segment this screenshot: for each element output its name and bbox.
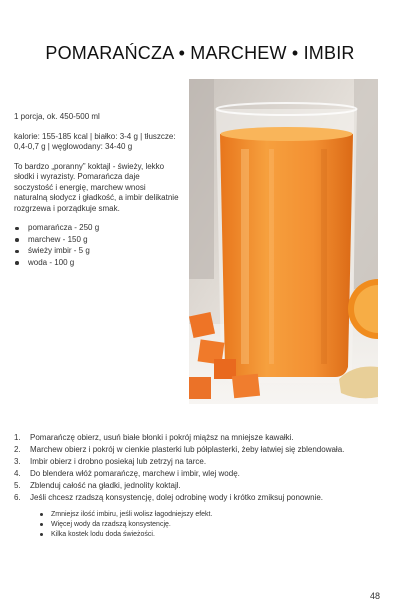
step-number: 5. bbox=[14, 481, 21, 490]
page-number: 48 bbox=[369, 591, 380, 601]
tip-item: Więcej wody da rzadszą konsystencję. bbox=[14, 520, 366, 530]
step-item bbox=[14, 469, 366, 480]
step-number: 3. bbox=[14, 457, 21, 466]
ingredient-item: woda - 100 g bbox=[14, 258, 180, 269]
smoothie-photo bbox=[189, 79, 378, 404]
recipe-info bbox=[14, 112, 180, 269]
nutrition-info: kalorie: 155-185 kcal | białko: 3-4 g | tłuszcze: 0,4-0,7 g | węglowodany: 34-40 g bbox=[14, 131, 176, 151]
recipe-description: To bardzo „poranny” koktajl - świeży, lekko słodki i wyrazisty. Pomarańcza daje soczystość i energię, marchew wnosi naturalną słodycz i gładkość, a imbir delikatnie rozgrzewa i porządkuje smak. bbox=[14, 161, 179, 213]
portion-size: 1 porcja, ok. 450-500 ml bbox=[14, 112, 100, 121]
step-text: Zblenduj całość na gładki, jednolity koktajl. bbox=[30, 481, 181, 490]
ingredient-item: świeży imbir - 5 g bbox=[14, 246, 180, 257]
preparation-steps bbox=[14, 433, 366, 540]
step-item bbox=[14, 457, 366, 468]
ingredient-item: marchew - 150 g bbox=[14, 235, 180, 246]
step-item bbox=[14, 433, 366, 444]
steps-list bbox=[14, 433, 366, 504]
step-text: Pomarańczę obierz, usuń białe błonki i pokrój miąższ na mniejsze kawałki. bbox=[30, 433, 294, 442]
ingredients-list bbox=[14, 223, 180, 268]
recipe-title: POMARAŃCZA • MARCHEW • IMBIR bbox=[45, 43, 355, 63]
step-text: Jeśli chcesz rzadszą konsystencję, dolej odrobinę wody i krótko zmiksuj ponownie. bbox=[30, 493, 324, 502]
tips-list bbox=[14, 510, 366, 540]
tip-item: Kilka kostek lodu doda świeżości. bbox=[14, 530, 366, 540]
tip-item: Zmniejsz ilość imbiru, jeśli wolisz łagodniejszy efekt. bbox=[14, 510, 366, 520]
step-number: 2. bbox=[14, 445, 21, 454]
step-number: 1. bbox=[14, 433, 21, 442]
step-item bbox=[14, 493, 366, 504]
step-item bbox=[14, 445, 366, 456]
step-number: 6. bbox=[14, 493, 21, 502]
step-number: 4. bbox=[14, 469, 21, 478]
step-text: Imbir obierz i drobno posiekaj lub zetrzyj na tarce. bbox=[30, 457, 207, 466]
step-text: Marchew obierz i pokrój w cienkie plasterki lub półplasterki, żeby łatwiej się zblendowała. bbox=[30, 445, 345, 454]
ingredient-item: pomarańcza - 250 g bbox=[14, 223, 180, 234]
step-text: Do blendera włóż pomarańczę, marchew i imbir, wlej wodę. bbox=[30, 469, 240, 478]
step-item bbox=[14, 481, 366, 492]
